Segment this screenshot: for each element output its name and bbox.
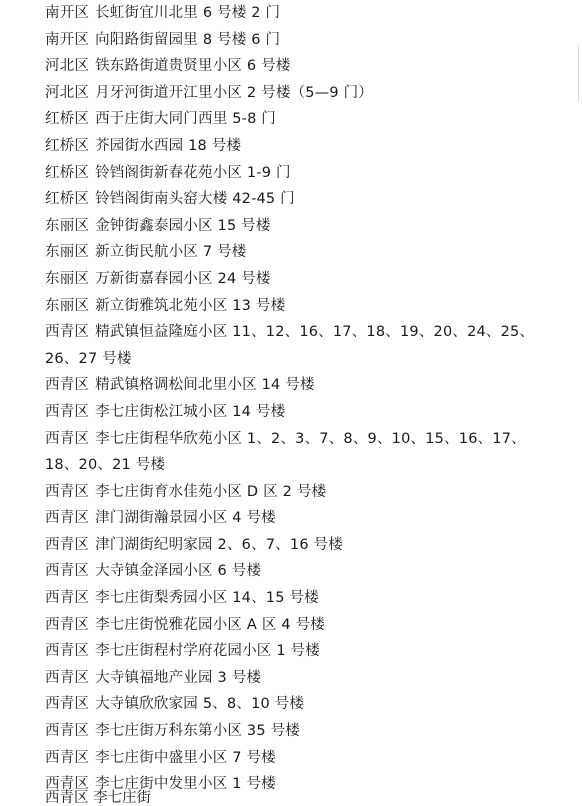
list-item xyxy=(45,612,555,639)
address-text: 大寺镇金泽园小区 6 号楼 xyxy=(95,563,262,580)
district-label: 西青区 xyxy=(45,430,90,447)
address-text: 津门湖街瀚景园小区 4 号楼 xyxy=(95,510,276,527)
district-label: 河北区 xyxy=(45,84,90,101)
list-item xyxy=(45,53,555,80)
list-item xyxy=(45,505,555,532)
address-text: 芥园街水西园 18 号楼 xyxy=(95,137,242,154)
district-label: 西青区 xyxy=(45,776,90,793)
list-item xyxy=(45,80,555,107)
district-label: 西青区 xyxy=(45,563,90,580)
address-text: 26、27 号楼 xyxy=(45,350,132,367)
district-label: 红桥区 xyxy=(45,137,90,154)
list-item xyxy=(45,399,555,426)
list-item xyxy=(45,266,555,293)
district-label: 西青区 xyxy=(45,324,90,341)
list-item xyxy=(45,745,555,772)
district-label: 南开区 xyxy=(45,31,90,48)
list-item xyxy=(45,452,555,479)
address-text: 铃铛阁街南头窑大楼 42-45 门 xyxy=(95,191,295,208)
address-text: 新立街民航小区 7 号楼 xyxy=(95,244,247,261)
list-item xyxy=(45,319,555,346)
district-label: 南开区 xyxy=(45,5,90,21)
district-label: 西青区 xyxy=(45,749,90,766)
list-item xyxy=(45,532,555,559)
district-label: 东丽区 xyxy=(45,270,90,287)
list-item xyxy=(45,213,555,240)
district-label: 西青区 xyxy=(45,483,90,500)
list-item xyxy=(45,665,555,692)
district-label: 西青区 xyxy=(45,510,90,527)
address-text: 李七庄街程华欣苑小区 1、2、3、7、8、9、10、15、16、17、 xyxy=(95,430,526,447)
address-text: 大寺镇福地产业园 3 号楼 xyxy=(95,669,262,686)
address-text: 万新街嘉春园小区 24 号楼 xyxy=(95,270,271,287)
cutoff-line-text: 西青区 李七庄街 xyxy=(45,790,152,806)
list-item xyxy=(45,718,555,745)
address-text: 大寺镇欣欣家园 5、8、10 号楼 xyxy=(95,696,305,713)
district-label: 西青区 xyxy=(45,536,90,553)
address-text: 津门湖街纪明家园 2、6、7、16 号楼 xyxy=(95,536,343,553)
address-text: 李七庄街万科东第小区 35 号楼 xyxy=(95,723,300,740)
address-text: 长虹街宜川北里 6 号楼 2 门 xyxy=(95,5,281,21)
list-item xyxy=(45,186,555,213)
list-item xyxy=(45,585,555,612)
list-item xyxy=(45,239,555,266)
address-text: 李七庄街松江城小区 14 号楼 xyxy=(95,403,286,420)
list-item xyxy=(45,691,555,718)
list-item xyxy=(45,426,555,453)
cutoff-line xyxy=(45,790,295,806)
list-item xyxy=(45,293,555,320)
district-label: 西青区 xyxy=(45,723,90,740)
document-body xyxy=(45,0,555,798)
address-text: 金钟街鑫泰园小区 15 号楼 xyxy=(95,217,271,234)
list-item xyxy=(45,0,555,27)
address-text: 新立街雅筑北苑小区 13 号楼 xyxy=(95,297,286,314)
list-item xyxy=(45,558,555,585)
address-text: 李七庄街悦雅花园小区 A 区 4 号楼 xyxy=(95,616,325,633)
district-label: 西青区 xyxy=(45,696,90,713)
district-label: 西青区 xyxy=(45,403,90,420)
address-text: 李七庄街中发里小区 1 号楼 xyxy=(95,776,276,793)
address-text: 西于庄街大同门西里 5-8 门 xyxy=(95,111,277,128)
list-item xyxy=(45,638,555,665)
district-label: 西青区 xyxy=(45,643,90,660)
district-label: 西青区 xyxy=(45,590,90,607)
scrollbar-edge xyxy=(578,46,582,102)
address-text: 铁东路街道贵贤里小区 6 号楼 xyxy=(95,58,291,75)
district-label: 东丽区 xyxy=(45,244,90,261)
district-label: 西青区 xyxy=(45,669,90,686)
district-label: 西青区 xyxy=(45,616,90,633)
address-text: 精武镇格调松间北里小区 14 号楼 xyxy=(95,377,315,394)
district-label: 西青区 xyxy=(45,377,90,394)
address-text: 李七庄街梨秀园小区 14、15 号楼 xyxy=(95,590,319,607)
address-text: 李七庄街程村学府花园小区 1 号楼 xyxy=(95,643,320,660)
address-text: 向阳路街留园里 8 号楼 6 门 xyxy=(95,31,281,48)
list-item xyxy=(45,27,555,54)
district-label: 河北区 xyxy=(45,58,90,75)
list-item xyxy=(45,372,555,399)
district-label: 红桥区 xyxy=(45,111,90,128)
list-item xyxy=(45,346,555,373)
district-label: 东丽区 xyxy=(45,217,90,234)
address-text: 铃铛阁街新春花苑小区 1-9 门 xyxy=(95,164,291,181)
address-text: 李七庄街育水佳苑小区 D 区 2 号楼 xyxy=(95,483,327,500)
list-item xyxy=(45,479,555,506)
district-label: 东丽区 xyxy=(45,297,90,314)
district-label: 红桥区 xyxy=(45,191,90,208)
district-label: 红桥区 xyxy=(45,164,90,181)
address-text: 月牙河街道开江里小区 2 号楼（5—9 门） xyxy=(95,84,374,101)
list-item xyxy=(45,133,555,160)
address-text: 李七庄街中盛里小区 7 号楼 xyxy=(95,749,276,766)
list-item xyxy=(45,106,555,133)
list-item xyxy=(45,160,555,187)
address-text: 18、20、21 号楼 xyxy=(45,457,166,474)
address-text: 精武镇恒益隆庭小区 11、12、16、17、18、19、20、24、25、 xyxy=(95,324,535,341)
